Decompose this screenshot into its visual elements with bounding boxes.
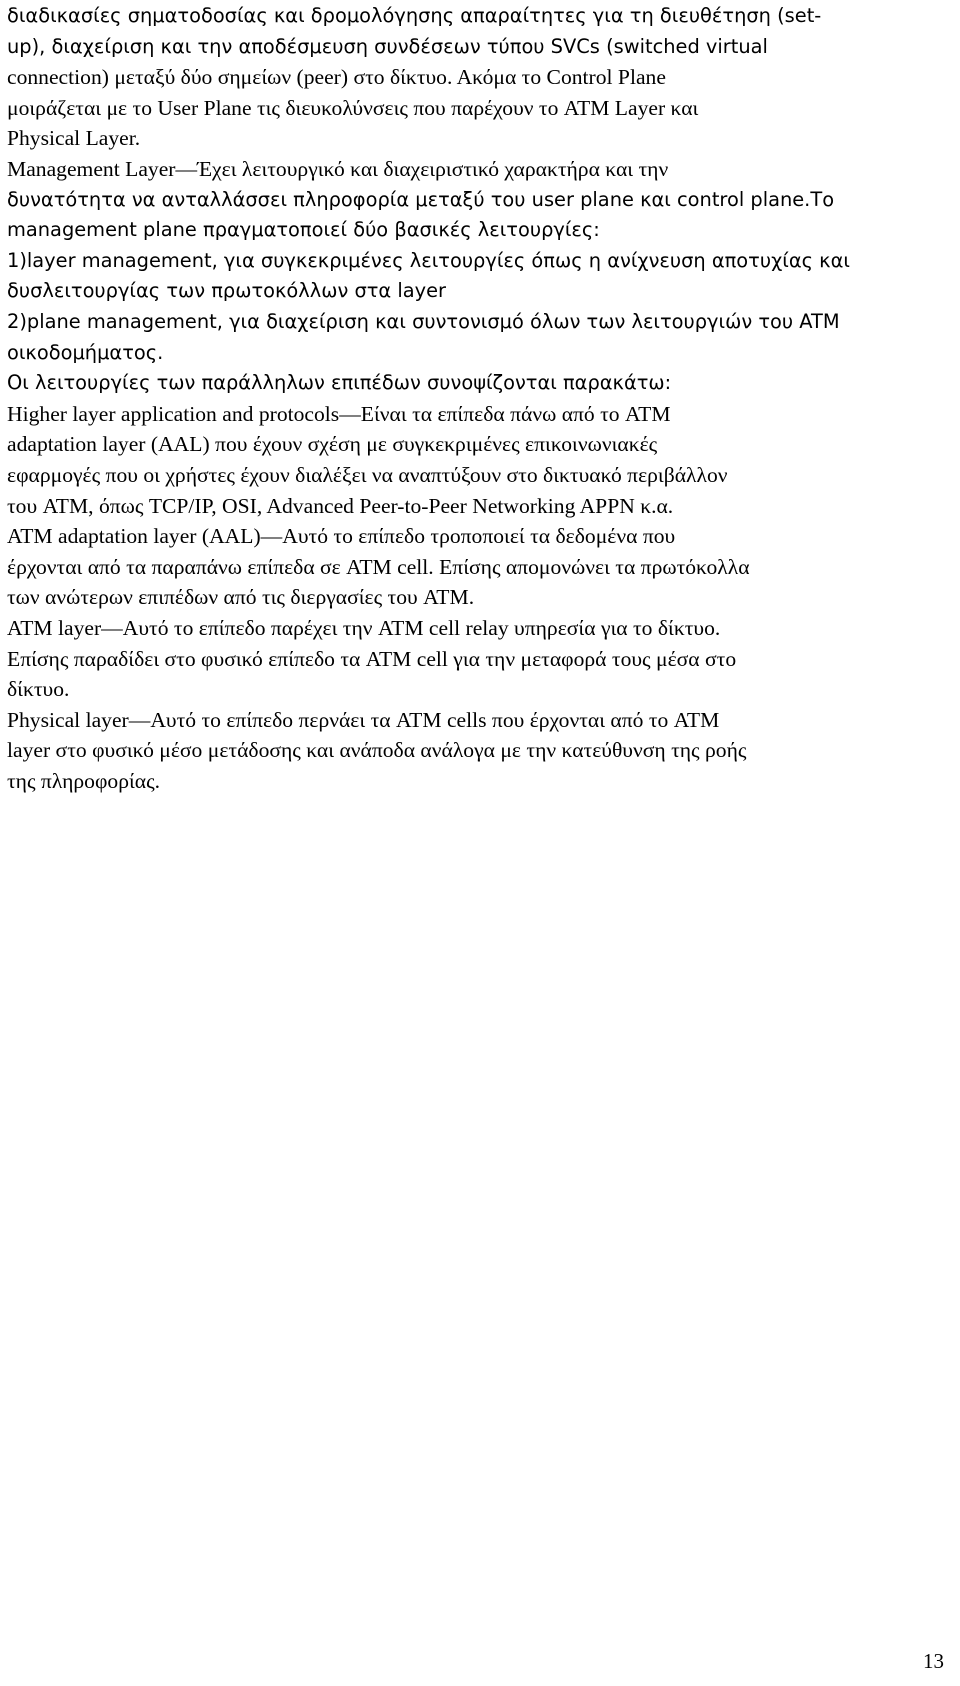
text-line: μοιράζεται με το User Plane τις διευκολύνσεις που παρέχουν το ATM Layer και bbox=[7, 95, 699, 120]
text-line: Physical Layer. bbox=[7, 126, 141, 151]
text-line: δυνατότητα να ανταλλάσσει πληροφορία μεταξύ του user plane και control plane.Το bbox=[7, 187, 835, 211]
text-line: connection) μεταξύ δύο σημείων (peer) στο δίκτυο. Ακόμα το Control Plane bbox=[7, 65, 666, 90]
text-line: οικοδομήματος. bbox=[7, 340, 164, 364]
text-line: adaptation layer (AAL) που έχουν σχέση με συγκεκριμένες επικοινωνιακές bbox=[7, 432, 658, 457]
text-line: layer στο φυσικό μέσο μετάδοσης και ανάποδα ανάλογα με την κατεύθυνση της ροής bbox=[7, 738, 747, 763]
text-line: Οι λειτουργίες των παράλληλων επιπέδων συνοψίζονται παρακάτω: bbox=[7, 371, 672, 395]
page-number: 13 bbox=[923, 1649, 944, 1673]
text-line: των ανώτερων επιπέδων από τις διεργασίες του ATM. bbox=[7, 585, 475, 610]
text-line: Management Layer—Έχει λειτουργικό και διαχειριστικό χαρακτήρα και την bbox=[7, 157, 669, 181]
text-line: Higher layer application and protocols—Είναι τα επίπεδα πάνω από το ATM bbox=[7, 401, 671, 426]
text-line: up), διαχείριση και την αποδέσμευση συνδέσεων τύπου SVCs (switched virtual bbox=[7, 34, 768, 58]
text-line: 2)plane management, για διαχείριση και συντονισμό όλων των λειτουργιών του ATM bbox=[7, 310, 840, 333]
text-line: ATM adaptation layer (AAL)—Αυτό το επίπεδο τροποποιεί τα δεδομένα που bbox=[7, 524, 676, 549]
text-line: του ATM, όπως TCP/IP, OSI, Advanced Peer-to-Peer Networking APPN κ.α. bbox=[7, 493, 674, 518]
text-line: εφαρμογές που οι χρήστες έχουν διαλέξει να αναπτύξουν στο δικτυακό περιβάλλον bbox=[7, 463, 728, 487]
text-line: της πληροφορίας. bbox=[7, 769, 161, 793]
text-line: έρχονται από τα παραπάνω επίπεδα σε ATM cell. Επίσης απομονώνει τα πρωτόκολλα bbox=[7, 554, 750, 579]
text-line: ATM layer—Αυτό το επίπεδο παρέχει την ATM cell relay υπηρεσία για το δίκτυο. bbox=[7, 616, 721, 640]
text-line: Physical layer—Αυτό το επίπεδο περνάει τα ATM cells που έρχονται από το ATM bbox=[7, 707, 720, 732]
text-line: Επίσης παραδίδει στο φυσικό επίπεδο τα ATM cell για την μεταφορά τους μέσα στο bbox=[7, 646, 737, 671]
text-line: διαδικασίες σηματοδοσίας και δρομολόγησης απαραίτητες για τη διευθέτηση (set- bbox=[7, 4, 822, 27]
text-line: 1)layer management, για συγκεκριμένες λειτουργίες όπως η ανίχνευση αποτυχίας και bbox=[7, 248, 850, 272]
text-line: δυσλειτουργίας των πρωτοκόλλων στα layer bbox=[7, 279, 447, 303]
text-line: management plane πραγματοποιεί δύο βασικές λειτουργίες: bbox=[7, 218, 600, 242]
text-line: δίκτυο. bbox=[7, 677, 70, 702]
